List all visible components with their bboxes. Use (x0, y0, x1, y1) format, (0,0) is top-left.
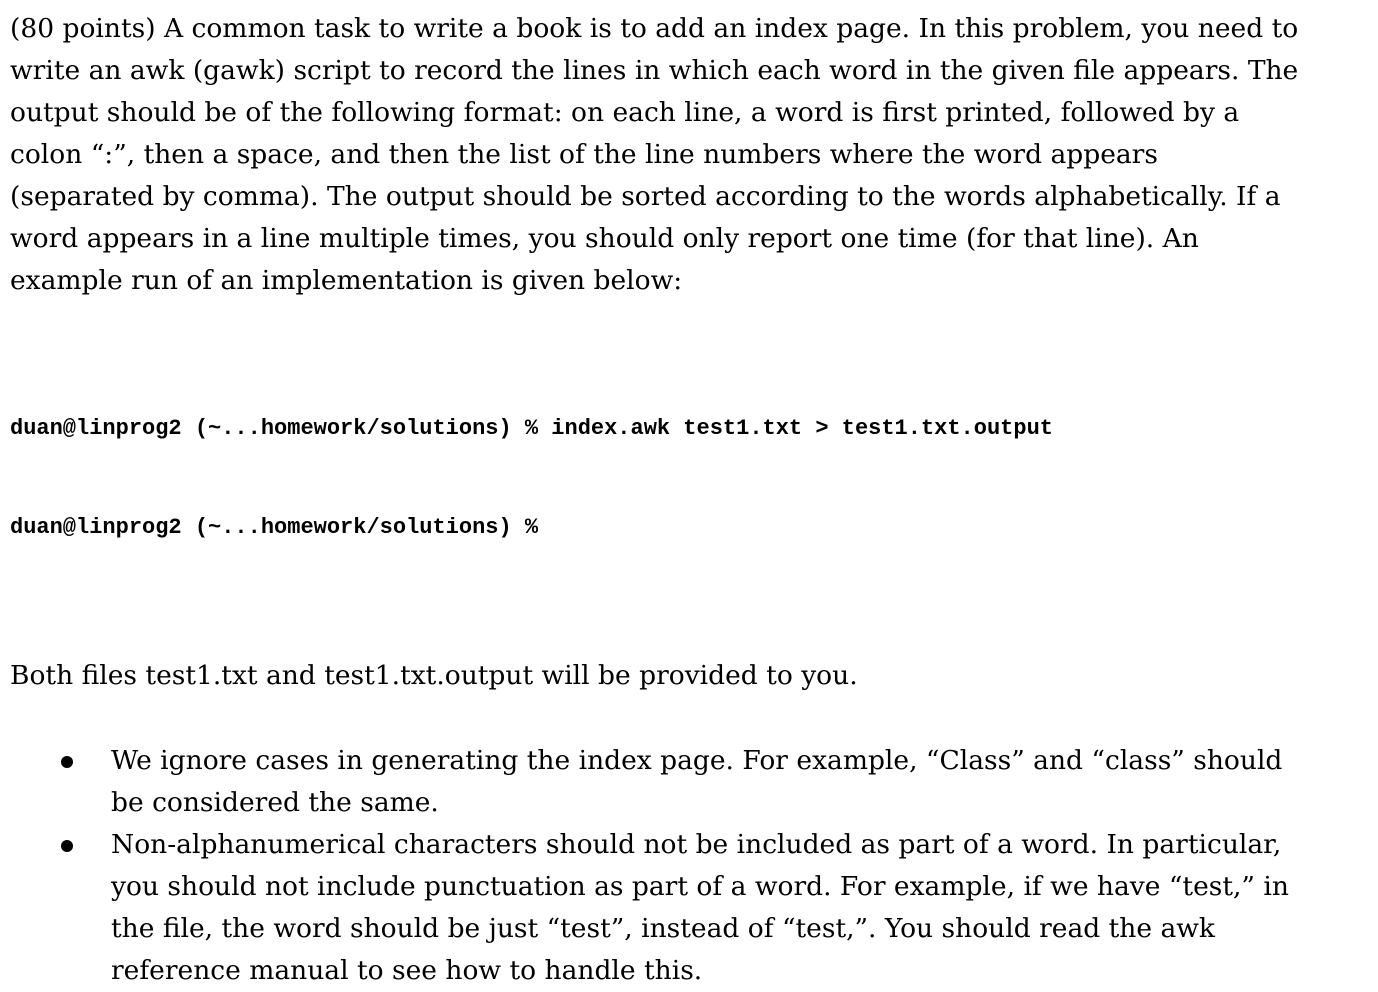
bullet-icon (61, 756, 73, 768)
requirement-text: Non-alphanumerical characters should not be included as part of a word. In particular, you should not include punctuation as part of a word. For example, if we have “test,” in the file, the word should be just “test”, instead of “test,”. You should read the awk reference manual to see how to handle this. (111, 829, 1289, 986)
terminal-example (10, 346, 1340, 610)
requirement-item (10, 740, 1291, 824)
terminal-line: duan@linprog2 (~...homework/solutions) % index.awk test1.txt > test1.txt.output (10, 416, 1053, 441)
requirements-list (10, 740, 1340, 992)
problem-intro: (80 points) A common task to write a book is to add an index page. In this problem, you need to write an awk (gawk) script to record the lines in which each word in the given file appears. The output should be of the following format: on each line, a word is first printed, followed by a colon “:”, then a space, and then the list of the line numbers where the word appears (separated by comma). The output should be sorted according to the words alphabetically. If a word appears in a line multiple times, you should only report one time (for that line). An example run of an implementation is given below: (10, 13, 1299, 296)
terminal-line: duan@linprog2 (~...homework/solutions) % (10, 515, 539, 540)
files-note: Both files test1.txt and test1.txt.output will be provided to you. (10, 660, 858, 691)
requirement-text: We ignore cases in generating the index page. For example, “Class” and “class” should be considered the same. (111, 745, 1283, 818)
document-page (10, 8, 1340, 992)
bullet-icon (61, 840, 73, 852)
requirement-item (10, 824, 1291, 992)
